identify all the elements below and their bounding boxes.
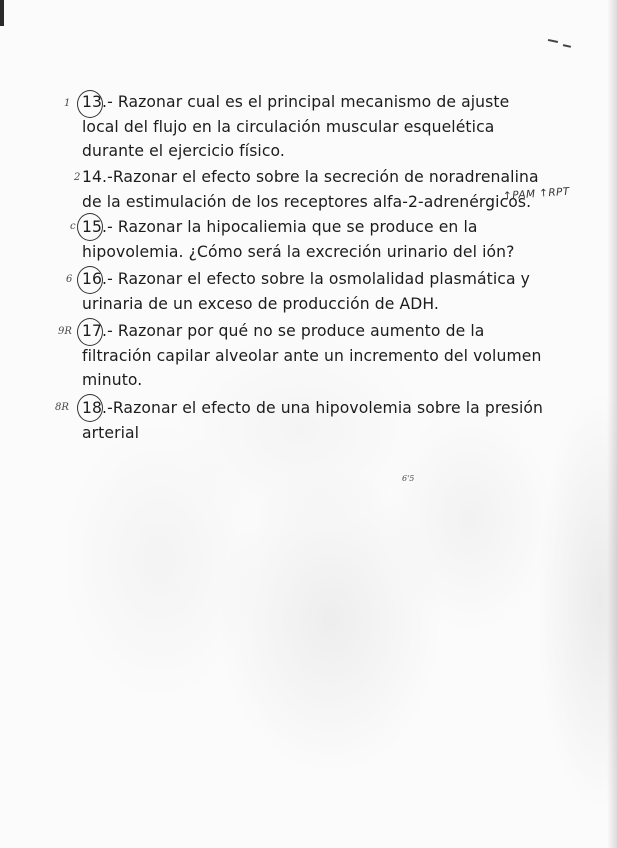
question-line: local del flujo en la circulación muscular esquelética xyxy=(82,117,495,136)
question-line: 18.-Razonar el efecto de una hipovolemia sobre la presión xyxy=(82,399,544,417)
margin-mark: 1 xyxy=(64,98,71,109)
pen-dash-mark xyxy=(548,39,558,43)
question-line: durante el ejercicio físico. xyxy=(82,142,285,160)
question-line: de la estimulación de los receptores alfa-2-adrenérgicos. xyxy=(82,192,532,211)
question-line: arterial xyxy=(82,423,140,442)
margin-mark: c xyxy=(70,221,76,232)
stray-mark: 6'5 xyxy=(402,474,415,483)
margin-mark: 8R xyxy=(55,402,69,413)
scan-edge-right-shadow xyxy=(607,0,617,848)
question-line: hipovolemia. ¿Cómo será la excreción urinario del ión? xyxy=(82,242,515,261)
question-13 xyxy=(82,90,522,164)
question-line: 15.- Razonar la hipocaliemia que se produce en la xyxy=(82,218,478,236)
question-line: minuto. xyxy=(82,371,143,389)
question-16 xyxy=(82,267,531,316)
question-line: 16.- Razonar el efecto sobre la osmolalidad plasmática y xyxy=(82,270,531,288)
question-line: 17.- Razonar por qué no se produce aumento de la xyxy=(82,322,485,340)
question-line: filtración capilar alveolar ante un incremento del volumen xyxy=(82,346,542,365)
margin-mark: 9R xyxy=(58,326,72,337)
question-line: 13.- Razonar cual es el principal mecanismo de ajuste xyxy=(82,93,510,111)
question-15 xyxy=(82,215,522,264)
question-line: 14.-Razonar el efecto sobre la secreción de noradrenalina xyxy=(82,168,539,186)
margin-mark: 6 xyxy=(66,274,73,285)
handwritten-note: ↑PAM ↑RPT xyxy=(502,185,570,203)
question-17 xyxy=(82,319,542,393)
margin-mark: 2 xyxy=(74,172,81,183)
scan-edge-left xyxy=(0,0,4,26)
question-18 xyxy=(82,396,544,445)
pen-dash-mark xyxy=(563,44,571,47)
question-line: urinaria de un exceso de producción de ADH. xyxy=(82,294,439,313)
